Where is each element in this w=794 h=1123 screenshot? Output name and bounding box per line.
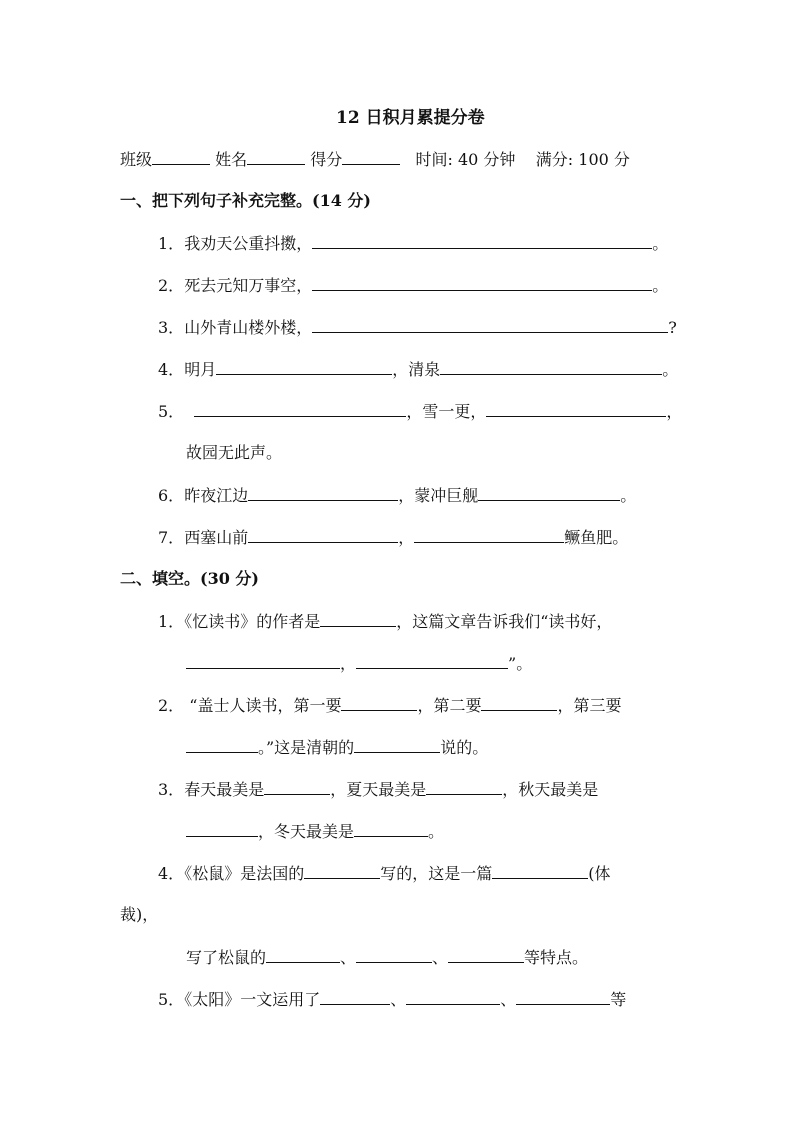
question-text: 、 [500,990,517,1009]
question-punct: ? [668,318,677,337]
answer-blank[interactable] [516,988,610,1005]
question-number: 1． [158,234,185,253]
question-number: 4． [158,360,185,379]
question-text: ， [340,654,357,673]
question-text: ，第二要 [417,696,482,715]
question-text: 《太阳》一文运用了 [184,990,321,1009]
section-1-heading: 一、把下列句子补充完整。(14 分) [120,191,371,210]
s1-question-2 [158,274,668,297]
answer-blank[interactable] [186,820,258,837]
s1-question-4 [158,358,678,381]
s2-question-3 [158,778,598,801]
answer-blank[interactable] [312,274,652,291]
s1-question-5-continuation: 故园无此声。 [186,443,283,462]
score-blank[interactable] [342,148,400,165]
class-label: 班级 [120,150,153,169]
question-text: 西塞山前 [184,528,249,547]
answer-blank[interactable] [406,988,500,1005]
header-info [120,148,630,171]
full-score-text: 满分: 100 分 [535,150,630,169]
question-number: 3． [158,780,185,799]
page-title: 12 日积月累提分卷 [336,108,485,128]
s2-question-4-wrap: 裁)， [120,905,159,924]
answer-blank[interactable] [354,820,428,837]
s1-question-5 [158,400,682,423]
question-text: 明月 [184,360,217,379]
s2-question-1 [158,610,612,633]
class-blank[interactable] [152,148,210,165]
question-text: “盖士人读书，第一要 [189,696,342,715]
question-text: ，秋天最美是 [502,780,599,799]
s1-question-6 [158,484,636,507]
question-text: ，雪一更， [406,402,487,421]
answer-blank[interactable] [354,736,440,753]
s2-question-1-line-2 [186,652,532,675]
answer-blank[interactable] [356,946,432,963]
s2-question-2 [158,694,622,717]
answer-blank[interactable] [492,862,588,879]
answer-blank[interactable] [448,946,524,963]
question-text: 山外青山楼外楼， [184,318,313,337]
question-text: ，这篇文章告诉我们“读书好， [396,612,613,631]
answer-blank[interactable] [320,988,390,1005]
question-text: ，夏天最美是 [330,780,427,799]
answer-blank[interactable] [320,610,396,627]
question-text: ，清泉 [392,360,441,379]
question-text: 、 [432,948,449,967]
answer-blank[interactable] [248,484,398,501]
answer-blank[interactable] [478,484,620,501]
s2-question-4-line-3 [186,946,588,969]
s1-question-1 [158,232,668,255]
s2-question-3-line-2 [186,820,444,843]
question-text: 《忆读书》的作者是 [184,612,321,631]
score-label: 得分 [310,150,343,169]
question-text: 。”这是清朝的 [258,738,355,757]
question-number: 5． [158,990,185,1009]
question-number: 7． [158,528,185,547]
question-text: 、 [390,990,407,1009]
question-text: 鳜鱼肥。 [564,528,629,547]
question-text: (体 [588,864,611,883]
answer-blank[interactable] [312,316,668,333]
question-text: 等 [610,990,627,1009]
s1-question-3 [158,316,677,339]
answer-blank[interactable] [440,358,662,375]
answer-blank[interactable] [356,652,508,669]
question-number: 6． [158,486,185,505]
question-text: ，第三要 [557,696,622,715]
question-number: 1． [158,612,185,631]
question-text: 春天最美是 [184,780,265,799]
question-number: 2． [158,696,185,715]
name-label: 姓名 [215,150,248,169]
s2-question-5 [158,988,626,1011]
answer-blank[interactable] [186,736,258,753]
s2-question-2-line-2 [186,736,488,759]
answer-blank[interactable] [486,400,666,417]
question-text: 说的。 [440,738,489,757]
question-text: 。 [428,822,445,841]
answer-blank[interactable] [194,400,406,417]
answer-blank[interactable] [426,778,502,795]
answer-blank[interactable] [186,652,340,669]
time-text: 时间: 40 分钟 [415,150,516,169]
answer-blank[interactable] [312,232,652,249]
question-text: 写的，这是一篇 [380,864,493,883]
question-punct: 。 [652,276,669,295]
question-text: 写了松鼠的 [186,948,267,967]
question-number: 4． [158,864,185,883]
question-text: 死去元知万事空， [184,276,313,295]
answer-blank[interactable] [481,694,557,711]
answer-blank[interactable] [266,946,340,963]
question-text: ，冬天最美是 [258,822,355,841]
s2-question-4 [158,862,610,885]
question-text: 等特点。 [524,948,589,967]
answer-blank[interactable] [304,862,380,879]
question-text: ，蒙冲巨舰 [398,486,479,505]
answer-blank[interactable] [216,358,392,375]
question-punct: 。 [662,360,679,379]
question-text: 我劝天公重抖擞， [184,234,313,253]
s1-question-7 [158,526,628,549]
section-2-heading: 二、填空。(30 分) [120,569,259,588]
question-text: 《松鼠》是法国的 [184,864,305,883]
answer-blank[interactable] [341,694,417,711]
answer-blank[interactable] [248,526,398,543]
question-text: 、 [340,948,357,967]
question-punct: 。 [620,486,637,505]
question-text: ， [398,528,415,547]
name-blank[interactable] [247,148,305,165]
question-text: ”。 [508,654,533,673]
question-punct: ， [666,402,683,421]
question-number: 2． [158,276,185,295]
question-text: 昨夜江边 [184,486,249,505]
question-number: 5． [158,402,185,421]
question-punct: 。 [652,234,669,253]
question-number: 3． [158,318,185,337]
answer-blank[interactable] [264,778,330,795]
answer-blank[interactable] [414,526,564,543]
